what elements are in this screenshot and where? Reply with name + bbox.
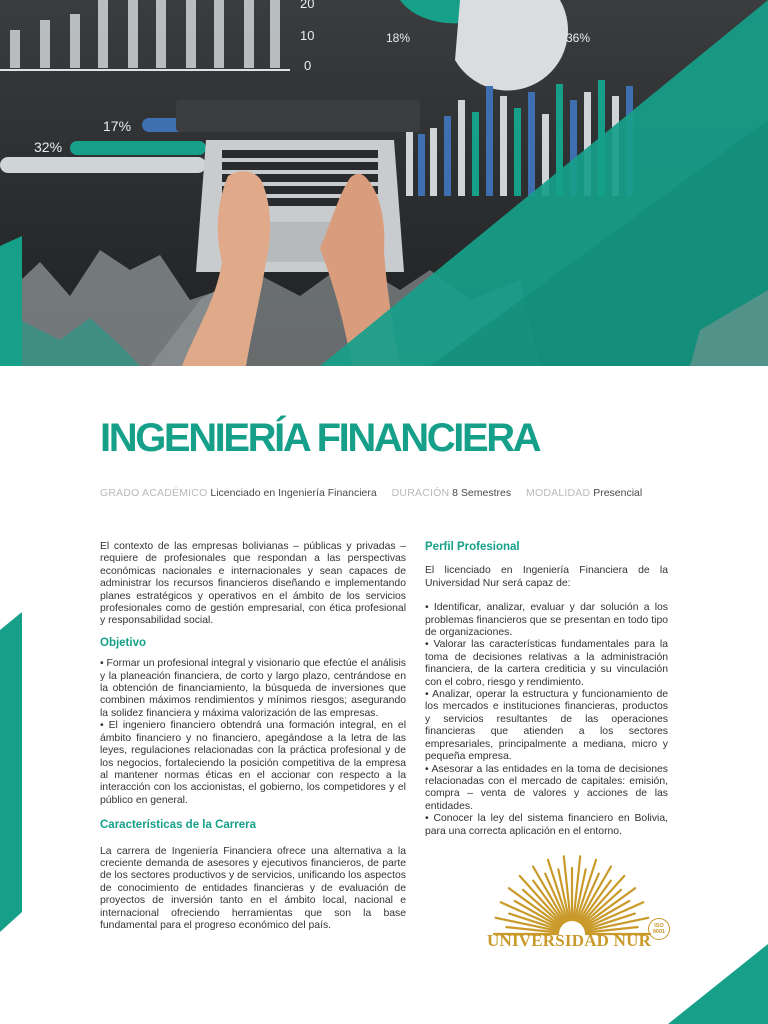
iso-badge-line: 9001 xyxy=(652,929,666,935)
chart-tick-label: 20 xyxy=(300,0,315,11)
bar-percent-label: 17% xyxy=(103,118,132,134)
iso-badge-line: ISO xyxy=(654,923,664,929)
perfil-item: • Identificar, analizar, evaluar y dar solución a los problemas financieros que se presentan en todo tipo de organizaciones. xyxy=(425,602,668,639)
perfil-item: • Valorar las características fundamentales para la toma de decisiones relativas a la administración financiera, de la cartera crediticia y su vinculación con el cobro, riesgo y rendimiento. xyxy=(425,639,668,688)
right-column xyxy=(425,541,668,838)
corner-accent-shape xyxy=(668,944,768,1024)
left-column xyxy=(100,541,406,932)
pie-percent-label: 36% xyxy=(566,31,591,45)
intro-paragraph: El contexto de las empresas bolivianas – públicas y privadas – requiere de profesionales que respondan a las perspectivas económicas nacionales e internacionales y sean capaces de administrar los recursos financieros diseñando e implementando planes estratégicos y operativos en el ámbito de los servicios profesionales como de gestión empresarial, con ética profesional y responsabilidad social. xyxy=(100,541,406,627)
modalidad-label: MODALIDAD xyxy=(526,487,591,499)
perfil-intro: El licenciado en Ingeniería Financiera de la Universidad Nur será capaz de: xyxy=(425,565,668,589)
hero-image xyxy=(0,0,768,366)
caracteristicas-heading: Características de la Carrera xyxy=(100,819,256,832)
chart-tick-label: 10 xyxy=(300,28,315,43)
side-accent-shape xyxy=(0,612,24,932)
perfil-heading: Perfil Profesional xyxy=(425,541,520,553)
objetivo-item: • El ingeniero financiero obtendrá una formación integral, en el ámbito financiero y no financiero, apegándose a la letra de las leyes, regulaciones relacionadas con la práctica profesional y de los negocios, fortaleciendo la posición competitiva de la empresa al mantener normas éticas en el accionar con respecto a la interacción con los accionistas, el gobierno, los competidores y el público en general. xyxy=(100,720,406,806)
perfil-item: • Conocer la ley del sistema financiero en Bolivia, para una correcta aplicación en el entorno. xyxy=(425,813,668,837)
pie-percent-label: 18% xyxy=(386,31,411,45)
hero-illustration xyxy=(0,0,768,366)
perfil-item: • Analizar, operar la estructura y funcionamiento de los mercados e instituciones financieras, productos y servicios resultantes de las operaciones financieras que atienden a los sectores empresariales, principalmente a mediana, micro y pequeña empresa. xyxy=(425,689,668,763)
university-logo-text: UNIVERSIDAD NUR xyxy=(487,931,652,950)
program-meta xyxy=(100,487,654,499)
grado-label: GRADO ACADÉMICO xyxy=(100,487,208,499)
perfil-item: • Asesorar a las entidades en la toma de decisiones relacionadas con el mercado de capitales: emisión, compra – venta de valores y acciones de las entidades. xyxy=(425,763,668,812)
iso-badge xyxy=(648,918,670,940)
duracion-label: DURACIÓN xyxy=(391,487,450,499)
page-title: INGENIERÍA FINANCIERA xyxy=(100,416,540,460)
objetivo-item: • Formar un profesional integral y visionario que efectúe el análisis y la planeación financiera, de corto y largo plazo, centrándose en la obtención de financiamiento, la búsqueda de inversiones que combinen máximos rendimientos y mínimos riesgos; asegurando la solidez financiera y máxima valorización de las empresas. xyxy=(100,658,406,719)
duracion-value: 8 Semestres xyxy=(452,487,512,499)
grado-value: Licenciado en Ingeniería Financiera xyxy=(210,487,377,499)
objetivo-heading: Objetivo xyxy=(100,636,147,649)
caracteristicas-paragraph: La carrera de Ingeniería Financiera ofrece una alternativa a la creciente demanda de asesores y ejecutivos financieros, de parte de los sectores productivos y de servicios, unificando los aspectos de conocimiento de entidades financieras y de evaluación de proyectos de inversión tanto en el ámbito local, nacional e internacional ofreciendo herramientas que son la base fundamental para el progreso económico del país. xyxy=(100,845,406,931)
modalidad-value: Presencial xyxy=(593,487,643,499)
bar-percent-label: 32% xyxy=(34,139,63,155)
chart-tick-label: 0 xyxy=(304,58,312,73)
